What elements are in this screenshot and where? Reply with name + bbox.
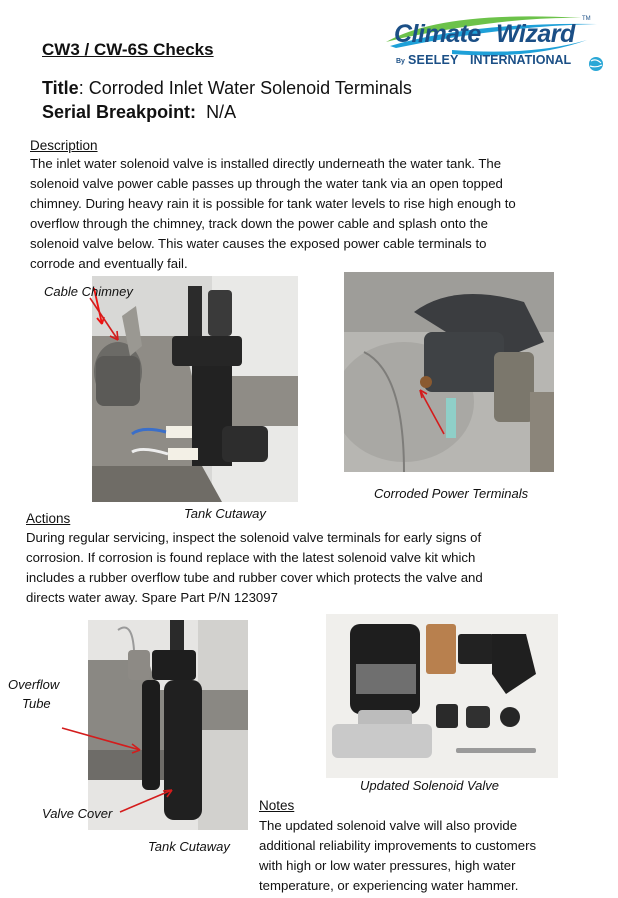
description-line: solenoid valve power cable passes up through the water tank via an open topped bbox=[30, 176, 503, 191]
corroded-terminals-photo bbox=[344, 272, 554, 472]
logo-brand-b: Wizard bbox=[496, 20, 575, 48]
overflow-tube-label-b: Tube bbox=[22, 696, 51, 711]
description-line: chimney. During heavy rain it is possible for tank water levels to rise high enough to bbox=[30, 196, 516, 211]
figure1-left-caption: Tank Cutaway bbox=[184, 506, 266, 521]
description-line: solenoid valve below. This water causes the exposed power cable terminals to bbox=[30, 236, 487, 251]
title-label: Title bbox=[42, 78, 79, 98]
description-line: overflow through the chimney, track down the power cable and splash onto the bbox=[30, 216, 488, 231]
logo-company-b: INTERNATIONAL bbox=[470, 53, 572, 67]
valve-cover-arrow-icon bbox=[118, 786, 178, 816]
climate-wizard-logo bbox=[382, 8, 614, 72]
logo-by: By bbox=[396, 58, 405, 65]
document-heading: CW3 / CW-6S Checks bbox=[42, 40, 214, 59]
logo-trademark: TM bbox=[582, 16, 591, 22]
figure2-left-caption: Tank Cutaway bbox=[148, 839, 230, 854]
actions-heading: Actions bbox=[26, 511, 71, 526]
notes-line: temperature, or experiencing water hammer. bbox=[259, 878, 519, 893]
figure1-right-caption: Corroded Power Terminals bbox=[374, 486, 529, 501]
updated-solenoid-valve-photo bbox=[326, 614, 558, 778]
description-body bbox=[30, 154, 610, 274]
figure2-right-caption: Updated Solenoid Valve bbox=[360, 778, 500, 793]
title-value: Corroded Inlet Water Solenoid Terminals bbox=[88, 78, 412, 98]
description-heading: Description bbox=[30, 138, 98, 153]
description-line: corrode and eventually fail. bbox=[30, 256, 188, 271]
notes-line: with high or low water pressures, high water bbox=[259, 858, 516, 873]
notes-body bbox=[259, 816, 609, 896]
serial-label: Serial Breakpoint: bbox=[42, 102, 197, 122]
actions-line: directs water away. Spare Part P/N 123097 bbox=[26, 590, 278, 605]
description-line: The inlet water solenoid valve is installed directly underneath the water tank. The bbox=[30, 156, 502, 171]
document-title: Title: Corroded Inlet Water Solenoid Terminals bbox=[42, 78, 412, 98]
actions-body bbox=[26, 528, 606, 608]
notes-line: additional reliability improvements to customers bbox=[259, 838, 537, 853]
serial-value: N/A bbox=[206, 102, 237, 122]
actions-line: corrosion. If corrosion is found replace with the latest solenoid valve kit which bbox=[26, 550, 476, 565]
corroded-terminals-illustration bbox=[344, 272, 554, 472]
serial-breakpoint bbox=[42, 102, 236, 123]
logo-brand-a: Climate bbox=[394, 20, 481, 48]
notes-line: The updated solenoid valve will also provide bbox=[259, 818, 518, 833]
overflow-tube-arrow-icon bbox=[60, 726, 150, 756]
notes-heading: Notes bbox=[259, 798, 295, 813]
cable-chimney-arrow-icon bbox=[88, 296, 128, 348]
actions-line: During regular servicing, inspect the solenoid valve terminals for early signs of bbox=[26, 530, 482, 545]
valve-cover-label: Valve Cover bbox=[42, 806, 113, 821]
actions-line: includes a rubber overflow tube and rubber cover which protects the valve and bbox=[26, 570, 483, 585]
cable-chimney-label: Cable Chimney bbox=[44, 284, 133, 299]
overflow-tube-label-a: Overflow bbox=[8, 677, 60, 692]
updated-solenoid-valve-illustration bbox=[326, 614, 558, 778]
logo-company-a: SEELEY bbox=[408, 53, 459, 67]
